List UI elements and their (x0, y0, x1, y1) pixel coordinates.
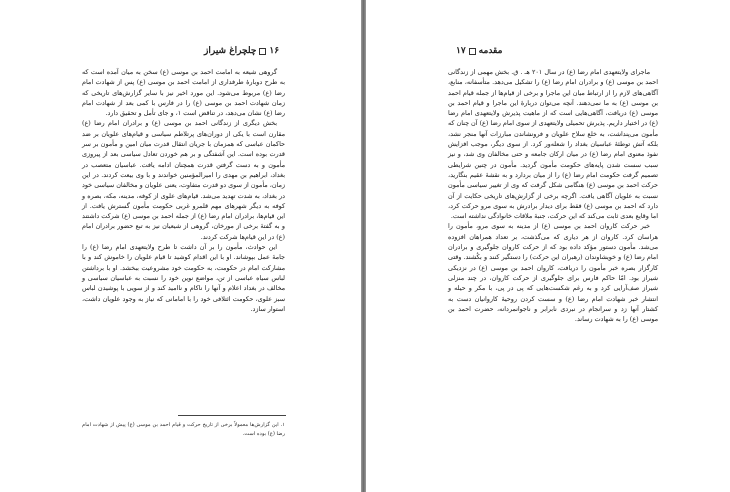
right-page (366, 0, 730, 492)
page-number: ۱۶ (269, 46, 280, 56)
right-page-body (448, 67, 658, 324)
left-page-header (204, 46, 279, 56)
page-ornament-icon (259, 48, 266, 55)
left-page (0, 0, 361, 492)
right-page-header (456, 46, 502, 56)
page-ornament-icon (469, 48, 476, 55)
running-title: مقدمه (478, 46, 503, 56)
running-title: چلچراغ شیراز (204, 46, 257, 56)
paragraph: گروهی شیعه به امامت احمد بن موسی (ع) سخن به میان آمده است که به طرح دوبارهٔ طرفداری از امامت احمد بن موسی (ع) پس از شهادت امام رضا (ع) مربوط می‌شود. این مورد اخیر نیز با سایر گزارش‌های تاریخی که زمان شهادت احمد بن موسی (ع) را در فارس با کمی بعد از شهادت امام رضا (ع) نشان می‌دهد، در تناقض است ۱، و جای تأمل و تحقیق دارد. (82, 68, 285, 118)
left-page-body (82, 67, 285, 314)
footnote-rule (178, 415, 286, 416)
paragraph: این حوادث، مأمون را بر آن داشت تا طرح ولایتعهدی امام رضا (ع) را جامهٔ عمل بپوشاند. او با این اقدام کوشید تا قیام علویان را خاموش کند و با مشارکت امام در حکومت، به حکومت خود مشروعیت ببخشد. او با برداشتن لباس سیاه عباسی از تن، مواضع نوین خود را نسبت به عباسیان سیاسی و مخالف در بغداد اعلام و آنها را ناکام و ناامید کند و از سویی با پوشیدن لباس سبز علوی، حکومت ائتلافی خود را با امامانی که نیاز به وجود علویان داشت، استوار سازد. (82, 243, 285, 313)
page-number: ۱۷ (456, 46, 466, 56)
paragraph: بخش دیگری از زندگانی احمد بن موسی (ع) و برادران امام رضا (ع) مقارن است با یکی از دوران‌های پرتلاطم سیاسی و قیام‌های علویان بر ضد حاکمان عباسی که همزمان با جریان انتقال قدرت میان امین و مأمون بر سر قدرت بوده است. این آشفتگی و بر هم خوردن تعادل سیاسی بعد از پیروزی مأمون و به دست گرفتن قدرت همچنان ادامه یافت. عباسیان متعصب در بغداد، ابراهیم بن مهدی را امیرالمؤمنین خواندند و با وی بیعت کردند. در این زمان، مأمون از سوی دو قدرت متفاوت، یعنی علویان و مخالفان سیاسی خود در بغداد، به شدت تهدید می‌شد. قیام‌های علوی از کوفه، مدینه، مکه، بصره و کوفه به دیگر شهرهای مهم قلمرو غربی حکومت مأمون گسترش یافت. از این قیام‌ها، برادران امام رضا (ع) از جمله احمد بن موسی (ع) شرکت داشتند و به گفتهٔ برخی از مورخان، گروهی از شیعیان نیز به تبع حضور برادران امام (ع) در این قیام‌ها شرکت کردند. (82, 119, 285, 241)
footnote: ۱. این گزارش‌ها معمولاً برخی از تاریخ حرکت و قیام احمد بن موسی (ع) پیش از شهادت امام رضا (ع) بوده است. (82, 422, 285, 437)
paragraph: خبر حرکت کاروان احمد بن موسی (ع) از مدینه به سوی مرو، مأمون را هراسان کرد. کاروان از هر دیاری که می‌گذشت، بر تعداد همراهان افزوده می‌شد. مأمون دستور مؤکد داده بود که از حرکت کاروان جلوگیری و برادران امام رضا (ع) و خویشاوندان (رهبران این حرکت) را دستگیر کنند و بکُشند. وقتی کارگزار بصره خبر مأمون را دریافت، کاروان احمد بن موسی (ع) در نزدیکی شیراز بود. امّا حاکم فارس برای جلوگیری از حرکت کاروان، در چند منزلی شیراز صف‌آرایی کرد و به رغم شکست‌هایی که پی در پی، با مکر و حیله و انتشار خبر شهادت امام رضا (ع) و سست کردن روحیهٔ کاروانیان دست به کشتار آنها زد و سرانجام در نبردی نابرابر و ناجوانمردانه، حضرت احمد بن موسی (ع) را به شهادت رساند. (448, 222, 658, 324)
paragraph: ماجرای ولایتعهدی امام رضا (ع) در سال ۲۰۱ هـ . ق. بخش مهمی از زندگانی احمد بن موسی (ع) و برادران امام رضا (ع) را تشکیل می‌دهد. متأسفانه، منابع، آگاهی‌های لازم را از ارتباط میان این ماجرا و برخی از قیام‌ها از جمله قیام احمد بن موسی (ع) به ما نمی‌دهند. آنچه می‌توان دربارهٔ این ماجرا و قیام احمد بن موسی (ع) دریافت، آگاهی‌هایی است که از ماهیت پذیرش ولایتعهدی امام رضا (ع) در اختیار داریم. پذیرش تحمیلی ولایتعهدی از سوی امام رضا (ع) آن چنان که مأمون می‌پنداشت، به خلع سلاح علویان و فرونشاندن مبارزات آنها منجر نشد، بلکه آتش توطئهٔ عباسیان بغداد را شعله‌ور کرد. از سوی دیگر، موجب افزایش نفوذ معنوی امام رضا (ع) در میان ارکان جامعه و حتی مخالفان وی شد، و نیز سبب سست شدن پایه‌های حکومت مأمون گردید. مأمون در چنین شرایطی تصمیم گرفت حکومت امام رضا (ع) را از میان بردارد و به نقشهٔ عقیم بنگارید، حرکت احمد بن موسی (ع) هنگامی شکل گرفت که وی از تغییر سیاسی مأمون نسبت به علویان آگاهی یافت. اگرچه برخی از گزارش‌های تاریخی حکایت از آن دارد که احمد بن موسی (ع) فقط برای دیدار برادرش به سوی مرو حرکت کرد، اما وقایع بعدی ثابت می‌کند که این حرکت، جنبهٔ ملاقات خانوادگی نداشته است. (448, 68, 658, 221)
